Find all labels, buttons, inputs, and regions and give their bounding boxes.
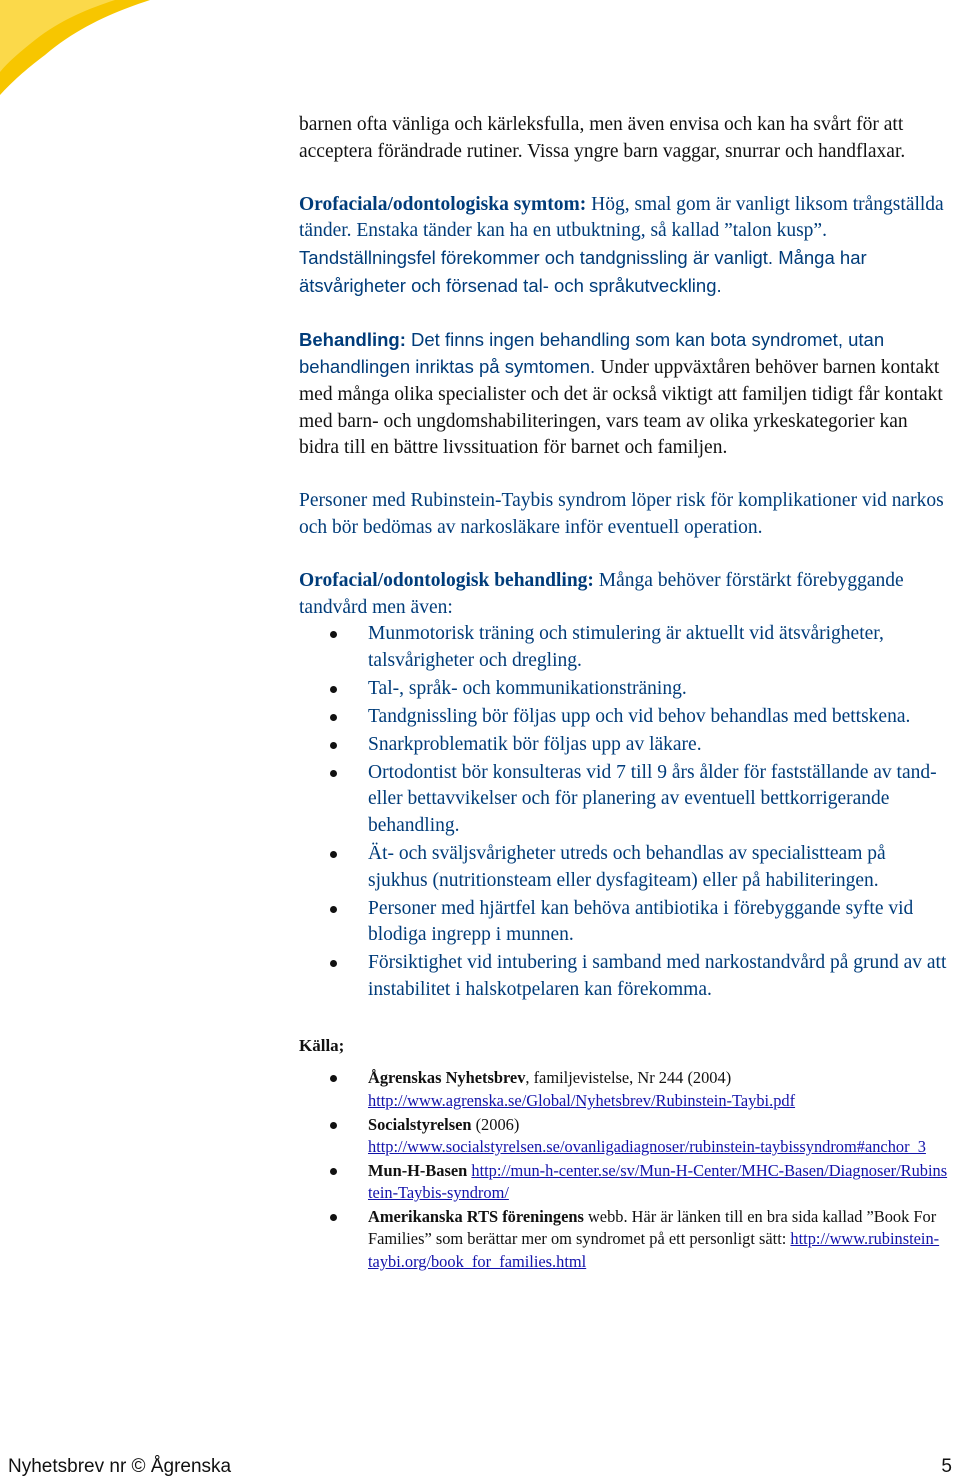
list-item: Tal-, språk- och kommunikationsträning. bbox=[299, 676, 949, 703]
paragraph-treatment: Behandling: Det finns ingen behandling som kan bota syndromet, utan behandlingen inriktas på symtomen. Under uppväxtåren behöver barnen kontakt med många olika specialister och det är också viktigt att familjen tidigt får kontakt med barn- och ungdomshabiliteringen, vars team av olika yrkeskategorier kan bidra till en bättre livssituation för barnet och familjen. bbox=[299, 328, 943, 459]
paragraph-orofacial-treatment: Orofacial/odontologisk behandling: Många behöver förstärkt förebyggande tandvård men även: bbox=[299, 570, 904, 618]
list-item: Ät- och sväljsvårigheter utreds och behandlas av specialistteam på sjukhus (nutritionsteam eller dysfagiteam) eller på habiliteringen. bbox=[299, 841, 949, 894]
source-item: Socialstyrelsen (2006) http://www.socialstyrelsen.se/ovanligadiagnoser/rubinstein-taybissyndrom#anchor_3 bbox=[299, 1114, 949, 1159]
footer-publication: Nyhetsbrev nr © Ågrenska bbox=[8, 1456, 232, 1477]
list-item: Ortodontist bör konsulteras vid 7 till 9 års ålder för fastställande av tand- eller bettavvikelser och för planering av eventuell bettkorrigerande behandling. bbox=[299, 760, 949, 840]
paragraph-anesthesia: Personer med Rubinstein-Taybis syndrom löper risk för komplikationer vid narkos och bör bedömas av narkosläkare inför eventuell operation. bbox=[299, 490, 944, 538]
list-item: Personer med hjärtfel kan behöva antibiotika i förebyggande syfte vid blodiga ingrepp i munnen. bbox=[299, 896, 949, 949]
section-label: Behandling: bbox=[299, 328, 406, 350]
sources-heading: Källa; bbox=[299, 1036, 345, 1056]
list-item: Munmotorisk träning och stimulering är aktuellt vid ätsvårigheter, talsvårigheter och dregling. bbox=[299, 621, 949, 674]
source-item: Amerikanska RTS föreningens webb. Här är länken till en bra sida kallad ”Book For Families” som berättar mer om syndromet på ett personligt sätt: http://www.rubinstein-taybi.org/book_for_families.html bbox=[299, 1206, 949, 1274]
sources-list bbox=[299, 1067, 949, 1273]
source-link[interactable]: http://www.agrenska.se/Global/Nyhetsbrev/Rubinstein-Taybi.pdf bbox=[368, 1090, 796, 1110]
list-item: Försiktighet vid intubering i samband med narkostandvård på grund av att instabilitet i halskotpelaren kan förekomma. bbox=[299, 950, 949, 1003]
page-footer bbox=[8, 1456, 952, 1482]
page-number: 5 bbox=[941, 1456, 952, 1477]
list-item: Snarkproblematik bör följas upp av läkare. bbox=[299, 732, 949, 759]
section-label: Orofaciala/odontologiska symtom: bbox=[299, 193, 587, 215]
source-link[interactable]: http://mun-h-center.se/sv/Mun-H-Center/MHC-Basen/Diagnoser/Rubinstein-Taybis-syndrom/ bbox=[368, 1160, 948, 1203]
source-link[interactable]: http://www.rubinstein-taybi.org/book_for_families.html bbox=[368, 1229, 940, 1272]
section-label: Orofacial/odontologisk behandling: bbox=[299, 570, 594, 592]
source-link[interactable]: http://www.socialstyrelsen.se/ovanligadiagnoser/rubinstein-taybissyndrom#anchor_3 bbox=[368, 1137, 926, 1157]
source-item: Ågrenskas Nyhetsbrev, familjevistelse, Nr 244 (2004) http://www.agrenska.se/Global/Nyhetsbrev/Rubinstein-Taybi.pdf bbox=[299, 1067, 949, 1112]
treatment-list bbox=[299, 621, 949, 1003]
corner-decoration bbox=[0, 0, 150, 95]
paragraph-intro: barnen ofta vänliga och kärleksfulla, men även envisa och kan ha svårt för att acceptera förändrade rutiner. Vissa yngre barn vaggar, snurrar och handflaxar. bbox=[299, 114, 906, 162]
source-item: Mun-H-Basen http://mun-h-center.se/sv/Mun-H-Center/MHC-Basen/Diagnoser/Rubinstein-Taybis-syndrom/ bbox=[299, 1160, 949, 1205]
list-item: Tandgnissling bör följas upp och vid behov behandlas med bettskena. bbox=[299, 704, 949, 731]
paragraph-orofacial-symptoms: Orofaciala/odontologiska symtom: Hög, smal gom är vanligt liksom trångställda tänder. Enstaka tänder kan ha en utbuktning, så kallad ”talon kusp”. Tandställningsfel förekommer och tandgnissling är vanligt. Många har ätsvårigheter och försenad tal- och språkutveckling. bbox=[299, 193, 944, 296]
article-body bbox=[299, 112, 949, 1275]
